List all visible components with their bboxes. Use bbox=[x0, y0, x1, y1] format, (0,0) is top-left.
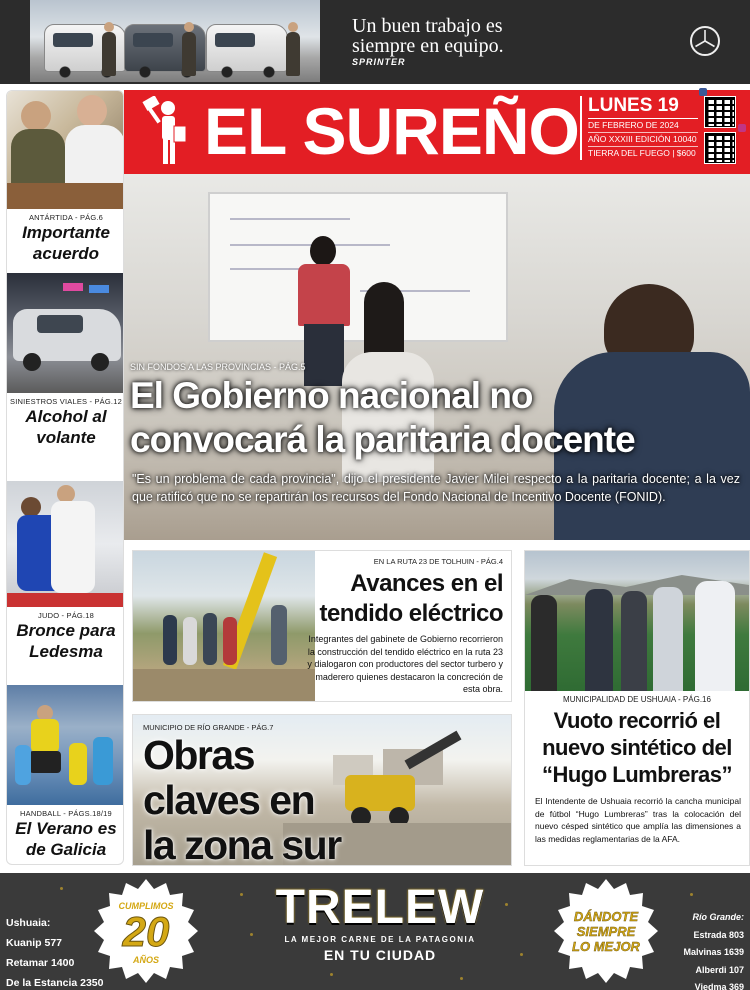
facebook-icon[interactable] bbox=[699, 88, 707, 96]
sidebar-photo bbox=[7, 273, 124, 393]
story-headline[interactable] bbox=[143, 733, 343, 866]
story-headline-line: claves en bbox=[143, 777, 315, 823]
sidebar-item-headline: Importante bbox=[22, 223, 110, 242]
person-figure bbox=[653, 587, 683, 691]
newspaper-title: EL SUREÑO bbox=[204, 94, 579, 168]
story-headline[interactable] bbox=[525, 707, 749, 788]
sidebar-item-tag: SINIESTROS VIALES - PÁG.12 bbox=[10, 397, 122, 406]
ad-brand: SPRINTER bbox=[352, 57, 406, 67]
excavator-image bbox=[345, 775, 415, 811]
bottom-advertisement[interactable] bbox=[0, 873, 750, 990]
sidebar-item-headline: Alcohol al bbox=[25, 407, 107, 426]
sidebar-item-headline: Bronce para bbox=[16, 621, 116, 640]
story-headline-line: tendido eléctrico bbox=[319, 600, 503, 627]
story-headline[interactable] bbox=[303, 569, 503, 629]
story-headline-line: Avances en el bbox=[350, 570, 503, 597]
brand-tagline-secondary: EN TU CIUDAD bbox=[323, 947, 437, 963]
qr-code-icon[interactable] bbox=[704, 132, 736, 164]
edition-day: LUNES 19 bbox=[588, 96, 698, 119]
hero-summary: "Es un problema de cada provincia", dijo el presidente Javier Milei respecto a la paritaria docente; a la vez que ratificó que no se repartirán los recursos del Fondo Nacional de Incentivo Docente (FONID). bbox=[132, 472, 740, 504]
sidebar-item-handball[interactable] bbox=[7, 685, 124, 860]
sidebar-photo bbox=[7, 91, 124, 209]
masthead bbox=[124, 90, 750, 174]
newspaper-boy-icon bbox=[138, 96, 188, 170]
address-line: Retamar 1400 bbox=[6, 957, 75, 969]
sidebar-item-siniestros[interactable] bbox=[7, 273, 124, 448]
edition-number: AÑO XXXIII EDICIÓN 10040 bbox=[588, 133, 698, 147]
brand-logo: TRELEW bbox=[275, 881, 485, 934]
story-vuoto-sintetico[interactable] bbox=[524, 550, 750, 866]
story-headline-line: nuevo sintético del bbox=[542, 735, 732, 760]
address-line: De la Estancia 2350 bbox=[6, 977, 104, 989]
sidebar-news bbox=[6, 90, 124, 865]
ad-slogan bbox=[352, 16, 504, 56]
sidebar-photo bbox=[7, 481, 124, 607]
story-section-tag: MUNICIPALIDAD DE USHUAIA - PÁG.16 bbox=[563, 695, 711, 704]
hero-headline-line: El Gobierno nacional no bbox=[130, 375, 533, 416]
ad-slogan-line: siempre en equipo. bbox=[352, 35, 504, 57]
person-figure bbox=[102, 32, 116, 76]
anniversary-badge bbox=[94, 879, 198, 983]
brand-tagline: LA MEJOR CARNE DE LA PATAGONIA bbox=[284, 935, 476, 944]
sidebar-item-tag: ANTÁRTIDA - PÁG.6 bbox=[28, 213, 104, 222]
ad-vans-photo bbox=[30, 0, 320, 82]
story-obras-zona-sur[interactable] bbox=[132, 714, 512, 866]
story-headline-line: Vuoto recorrió el bbox=[553, 708, 721, 733]
person-figure bbox=[621, 591, 647, 691]
badge-label: CUMPLIMOS bbox=[118, 901, 174, 911]
sidebar-photo bbox=[7, 685, 124, 805]
top-advertisement[interactable] bbox=[0, 0, 750, 84]
story-headline-line: la zona sur bbox=[143, 822, 341, 866]
address-list-ushuaia bbox=[6, 913, 103, 990]
story-section-tag: EN LA RUTA 23 DE TOLHUIN - PÁG.4 bbox=[373, 557, 503, 566]
sidebar-item-headline: Ledesma bbox=[29, 642, 103, 661]
address-line: Viedma 369 bbox=[694, 982, 744, 990]
story-summary: Integrantes del gabinete de Gobierno recorrieron la construcción del tendido eléctrico en la ruta 23 y dialogaron con productores del sector turbero y maderero quienes destacaron la concreción de esta obra. bbox=[307, 634, 503, 694]
van-image bbox=[206, 24, 288, 72]
edition-location-price: TIERRA DEL FUEGO | $600 bbox=[588, 148, 696, 158]
address-line: Estrada 803 bbox=[693, 929, 744, 940]
sidebar-item-headline: de Galicia bbox=[25, 840, 107, 859]
hero-section-tag: SIN FONDOS A LAS PROVINCIAS - PÁG.5 bbox=[130, 362, 306, 372]
story-headline-line: Obras bbox=[143, 732, 254, 778]
hero-headline-line: convocará la paritaria docente bbox=[130, 419, 635, 460]
slogan-badge bbox=[554, 879, 658, 983]
person-figure bbox=[695, 581, 735, 691]
story-photo bbox=[525, 551, 749, 691]
badge-line: DÁNDOTE bbox=[573, 909, 639, 924]
story-photo bbox=[133, 551, 315, 701]
sidebar-item-headline: El Verano es bbox=[15, 819, 117, 838]
qr-code-icon[interactable] bbox=[704, 96, 736, 128]
hero-headline[interactable] bbox=[130, 374, 746, 462]
sidebar-item-tag: HANDBALL - PÁGS.18/19 bbox=[20, 809, 112, 818]
story-headline-line: “Hugo Lumbreras” bbox=[541, 762, 733, 787]
badge-label: AÑOS bbox=[132, 955, 159, 965]
address-line: Alberdi 107 bbox=[695, 964, 744, 975]
person-figure bbox=[182, 32, 196, 76]
address-list-rio-grande bbox=[683, 909, 744, 990]
story-summary: El Intendente de Ushuaia recorrió la cancha municipal de fútbol “Hugo Lumbreras” tras la colocación del nuevo césped sintético que amplía las dimensiones a las medidas reglamentarias de la AFA. bbox=[535, 796, 741, 844]
edition-info bbox=[580, 96, 698, 160]
instagram-icon[interactable] bbox=[738, 124, 746, 132]
person-figure bbox=[531, 595, 557, 691]
person-figure bbox=[286, 32, 300, 76]
person-figure bbox=[585, 589, 613, 691]
hero-story[interactable] bbox=[124, 174, 750, 540]
sidebar-item-antartida[interactable] bbox=[7, 91, 124, 264]
story-tendido-electrico[interactable] bbox=[132, 550, 512, 702]
story-section-tag: MUNICIPIO DE RÍO GRANDE - PÁG.7 bbox=[143, 723, 274, 732]
badge-line: SIEMPRE bbox=[576, 924, 636, 939]
sidebar-item-tag: JUDO - PÁG.18 bbox=[38, 611, 94, 620]
edition-date: DE FEBRERO DE 2024 bbox=[588, 119, 698, 133]
sidebar-item-headline: volante bbox=[36, 428, 96, 447]
address-line: Kuanip 577 bbox=[6, 937, 63, 949]
badge-line: LO MEJOR bbox=[572, 939, 640, 954]
address-line: Malvinas 1639 bbox=[683, 947, 744, 957]
sidebar-item-headline: acuerdo bbox=[32, 244, 100, 263]
address-line: Río Grande: bbox=[692, 912, 744, 922]
mercedes-star-icon bbox=[690, 26, 720, 56]
badge-number: 20 bbox=[122, 908, 170, 955]
sidebar-item-judo[interactable] bbox=[7, 481, 124, 662]
address-line: Ushuaia: bbox=[6, 917, 51, 929]
ad-slogan-line: Un buen trabajo es bbox=[352, 15, 503, 37]
